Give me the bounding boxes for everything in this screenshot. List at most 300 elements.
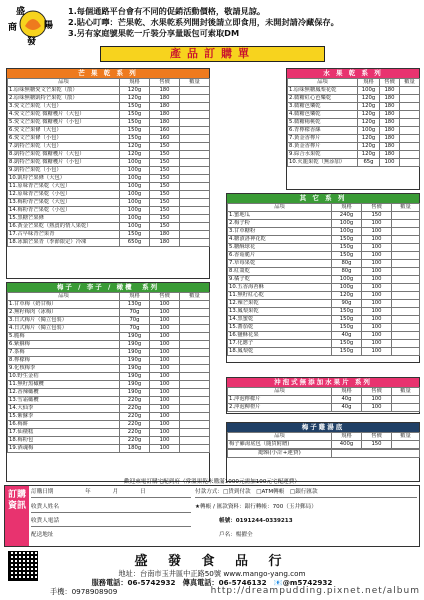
col-item: 品項 [8,293,120,301]
plum-title: 梅子 / 李子 / 橄欖 系列 [7,283,209,292]
cell-qty[interactable] [180,317,210,325]
other-section [226,193,420,363]
cell-name: 4.日式梅片（獨立包裝） [8,325,120,333]
cell-qty[interactable] [180,167,210,175]
table-row [228,324,420,332]
cell-spec: 65g [358,159,380,167]
table-row [228,236,420,244]
cell-qty[interactable] [392,348,420,356]
cell-price: 100 [362,404,392,412]
cell-qty[interactable] [392,404,420,412]
date-day: 日 [139,489,146,495]
cell-name: 9.橘子乾 [228,276,332,284]
cell-qty[interactable] [180,95,210,103]
table-row [288,135,420,143]
cell-spec: 40g [332,396,362,404]
table-row [228,260,420,268]
cell-price: 100 [362,340,392,348]
cell-qty[interactable] [392,228,420,236]
mango-logo-icon [6,4,60,48]
table-row [288,87,420,95]
table-row [8,397,210,405]
cell-name: 3.日式梅片（獨立包裝） [8,317,120,325]
cell-qty[interactable] [400,127,420,135]
cell-spec: 150g [332,348,362,356]
table-row [288,111,420,119]
cell-price: 100 [362,236,392,244]
cell-spec: 100g [332,220,362,228]
note-1: 1.每個通路平台會有不同的促銷活動價格，敬請見諒。 [68,6,266,16]
cell-qty[interactable] [180,143,210,151]
cell-name: 3.甘草糖粉 [228,228,332,236]
order-date-row[interactable] [31,488,191,498]
cell-price: 100 [150,445,180,453]
cell-qty[interactable] [392,396,420,404]
cell-qty[interactable] [392,292,420,300]
col-qty: 數量 [180,79,210,87]
cell-spec: 190g [120,381,150,389]
header [0,0,424,50]
cell-qty[interactable] [392,284,420,292]
table-row [8,357,210,365]
table-row [8,167,210,175]
table-row [8,405,210,413]
cell-qty[interactable] [180,215,210,223]
cell-spec: 100g [332,276,362,284]
gift-table [227,432,420,449]
cell-spec: 220g [120,429,150,437]
logo [6,4,60,48]
cell-name: 5.微糖楊桃乾 [288,119,358,127]
table-row [228,404,420,412]
cell-spec: 650g [120,239,150,247]
date-month: 月 [112,489,119,495]
cell-price: 150 [362,212,392,220]
cell-spec: 190g [120,341,150,349]
cell-name: 1.沖泡檸檬片 [228,396,332,404]
table-row [228,292,420,300]
cell-qty[interactable] [400,159,420,167]
cell-price: 100 [362,300,392,308]
cell-qty[interactable] [180,429,210,437]
table-row [228,252,420,260]
cell-name: 1.蜜地瓜 [228,212,332,220]
cell-qty[interactable] [180,103,210,111]
cell-qty[interactable] [180,175,210,183]
table-row [8,119,210,127]
cell-qty[interactable] [180,365,210,373]
table-row [8,239,210,247]
cell-qty[interactable] [180,397,210,405]
cell-name: 10.野生金桔 [8,373,120,381]
col-item: 品項 [228,388,332,396]
col-price: 售價 [150,79,180,87]
table-row [8,381,210,389]
col-price: 售價 [380,79,400,87]
table-row [228,268,420,276]
cell-price: 100 [362,292,392,300]
cell-spec: 120g [332,292,362,300]
cell-qty[interactable] [180,239,210,247]
col-qty: 數量 [400,79,420,87]
cell-name: 8.凱特芒果乾 微糖穫片（大包） [8,151,120,159]
cell-name: 8.紅棗乾 [228,268,332,276]
cell-price: 180 [380,143,400,151]
cell-qty[interactable] [400,111,420,119]
cell-qty[interactable] [392,441,420,449]
table-row [8,111,210,119]
cell-name: 17.古早味青芒果青 [8,231,120,239]
cell-qty[interactable] [180,301,210,309]
cell-price: 180 [380,127,400,135]
account-number: 帳號：0191244-0339213 [219,518,293,524]
payment-method[interactable]: 付款方式：□貨到付款 □ATM轉帳 □銀行匯款 [195,488,417,498]
cell-spec: 100g [358,127,380,135]
gift-section [226,422,420,482]
cell-spec: 190g [120,373,150,381]
table-row [228,212,420,220]
cell-spec: 100g [120,199,150,207]
cell-qty[interactable] [180,373,210,381]
cell-spec: 100g [120,223,150,231]
col-price: 售價 [362,388,392,396]
total-input[interactable] [332,450,420,458]
cell-qty[interactable] [180,381,210,389]
cell-qty[interactable] [392,316,420,324]
table-row [8,429,210,437]
cell-price: 180 [150,231,180,239]
cell-qty[interactable] [392,340,420,348]
cell-price: 150 [150,143,180,151]
cell-price: 100 [150,437,180,445]
cell-price: 100 [150,357,180,365]
cell-spec: 150g [332,236,362,244]
cell-spec: 90g [332,300,362,308]
cell-qty[interactable] [392,236,420,244]
cell-qty[interactable] [400,143,420,151]
col-spec: 規格 [332,388,362,396]
plum-table [7,292,210,453]
cell-spec: 190g [120,365,150,373]
table-row [8,333,210,341]
bank-info: ★轉帳 / 匯款資料：銀行轉帳：700（玉井郵局） [195,504,317,510]
cell-qty[interactable] [180,357,210,365]
mango-table [7,78,210,247]
other-table [227,203,420,356]
fruit-table [287,78,420,167]
cell-spec: 40g [332,404,362,412]
col-spec: 規格 [332,433,362,441]
cell-spec: 220g [120,405,150,413]
cell-qty[interactable] [400,135,420,143]
table-row [288,119,420,127]
cell-qty[interactable] [180,111,210,119]
cell-spec: 40g [332,332,362,340]
cell-qty[interactable] [180,325,210,333]
cell-qty[interactable] [180,119,210,127]
cell-price: 100 [362,396,392,404]
cell-spec: 120g [120,151,150,159]
cell-spec: 150g [332,244,362,252]
cell-price: 100 [150,421,180,429]
fruit-title: 水 果 乾 系 列 [287,69,419,78]
svg-text:陽: 陽 [44,21,54,31]
table-row [8,103,210,111]
cell-qty[interactable] [180,341,210,349]
col-item: 品項 [8,79,120,87]
table-row [8,95,210,103]
table-row [228,316,420,324]
cell-name: 6.香菇脆片 [228,252,332,260]
cell-qty[interactable] [400,151,420,159]
cell-name: 9.化核梅李 [8,365,120,373]
phone-field[interactable]: 收貨人電話 [31,515,191,527]
cell-price: 150 [150,183,180,191]
table-row [228,340,420,348]
recipient-field[interactable]: 收貨人姓名 [31,501,191,513]
col-spec: 規格 [120,293,150,301]
cell-price: 100 [150,413,180,421]
cell-name: 19.酒魂梅 [8,445,120,453]
cell-price: 180 [380,87,400,95]
cell-qty[interactable] [180,127,210,135]
cell-name: 1.原味無糖鳳梨花乾 [288,87,358,95]
col-price: 售價 [150,293,180,301]
cell-qty[interactable] [180,231,210,239]
table-row [288,159,420,167]
cell-qty[interactable] [392,300,420,308]
table-row [8,389,210,397]
cell-spec: 150g [120,119,150,127]
cell-qty[interactable] [180,437,210,445]
col-item: 品項 [228,433,332,441]
cell-name: 9.凱特芒果乾（小包） [8,167,120,175]
cell-qty[interactable] [180,199,210,207]
cell-name: 4.微糖芭樂乾 [288,111,358,119]
cell-spec: 120g [358,111,380,119]
cell-name: 18.鳳梨乾 [228,348,332,356]
cell-name: 2.原味無糖凱特芒果乾（散） [8,95,120,103]
cell-name: 15.黑糖芒果條 [8,215,120,223]
cell-qty[interactable] [392,308,420,316]
cell-spec: 120g [358,143,380,151]
total-label: 總額(小計+運費) [228,450,332,458]
col-price: 售價 [362,204,392,212]
table-row [288,127,420,135]
cell-qty[interactable] [400,103,420,111]
table-row [8,413,210,421]
cell-spec: 70g [120,325,150,333]
cell-qty[interactable] [392,244,420,252]
cell-name: 10.凱特芒果條（大包） [8,175,120,183]
cell-qty[interactable] [180,405,210,413]
cell-price: 180 [380,151,400,159]
cell-name: 1.甘草梅（奶甘梅） [8,301,120,309]
cell-spec: 150g [120,127,150,135]
table-row [228,276,420,284]
cell-spec: 100g [120,175,150,183]
cell-qty[interactable] [180,159,210,167]
table-row [8,87,210,95]
other-rows [228,212,420,356]
cell-spec: 100g [120,207,150,215]
cell-spec: 100g [120,215,150,223]
fruit-section [286,68,420,190]
cell-price: 180 [380,103,400,111]
table-row [8,317,210,325]
cell-name: 15.蕃茄乾 [228,324,332,332]
cell-price: 160 [150,127,180,135]
cell-qty[interactable] [392,332,420,340]
cell-spec: 100g [120,191,150,199]
cell-spec: 120g [358,95,380,103]
cell-price: 180 [380,95,400,103]
noadd-section [226,377,420,414]
cell-qty[interactable] [392,260,420,268]
cell-qty[interactable] [392,252,420,260]
cell-name: 9.綜合水果乾 [288,151,358,159]
cell-name: 2.沖泡柳橙片 [228,404,332,412]
cell-qty[interactable] [400,95,420,103]
shop-name: 盛 發 食 品 行 [134,554,290,569]
cell-name: 1.原味無糖愛文芒果乾（散） [8,87,120,95]
cell-price: 150 [150,191,180,199]
table-row [288,95,420,103]
cell-price: 100 [362,348,392,356]
order-title: 訂購資訊 [5,486,29,546]
cell-spec: 150g [332,340,362,348]
cell-name: 10.火龍果乾（無添加） [288,159,358,167]
table-row [8,421,210,429]
col-item: 品項 [288,79,358,87]
cell-price: 100 [362,268,392,276]
table-row [228,348,420,356]
shop-phones: 服務電話：06-5742932 傳真電話：06-5746132 📧@m5742932 [91,578,333,587]
cell-price: 150 [362,441,392,449]
cell-price: 160 [150,135,180,143]
address-field[interactable]: 配送地址 [31,532,54,538]
cell-spec: 120g [358,135,380,143]
cell-spec: 400g [332,441,362,449]
cell-spec: 150g [332,308,362,316]
cell-qty[interactable] [180,389,210,397]
cell-name: 7.草莓果乾 [228,260,332,268]
table-row [8,325,210,333]
cell-name: 13.鳳梨果乾 [228,308,332,316]
cell-price: 180 [150,103,180,111]
cell-name: 11.原味青芒果乾（大包） [8,183,120,191]
cell-qty[interactable] [400,87,420,95]
cell-qty[interactable] [180,87,210,95]
col-item: 品項 [228,204,332,212]
cell-spec: 100g [332,284,362,292]
table-row [8,215,210,223]
notes [68,6,418,39]
cell-price: 150 [150,175,180,183]
cell-qty[interactable] [180,445,210,453]
table-row [8,199,210,207]
cell-qty[interactable] [180,421,210,429]
cell-qty[interactable] [180,413,210,421]
cell-name: 18.冰鎮芒果青（季節限定）冷凍 [8,239,120,247]
table-row [8,183,210,191]
cell-spec: 180g [120,445,150,453]
cell-name: 8.檸檬梅 [8,357,120,365]
cell-price: 100 [150,341,180,349]
cell-name: 15.紫蘇李 [8,413,120,421]
table-row [228,284,420,292]
cell-spec: 220g [120,397,150,405]
table-row [228,220,420,228]
cell-qty[interactable] [180,309,210,317]
cell-qty[interactable] [180,207,210,215]
cell-price: 100 [362,220,392,228]
cell-name: 13.雪霜橄欖 [8,397,120,405]
cell-name: 7.黃金香檸片 [288,135,358,143]
cell-qty[interactable] [180,223,210,231]
cell-name: 18.梅粉包 [8,437,120,445]
table-row [8,309,210,317]
cell-qty[interactable] [180,333,210,341]
cell-spec: 120g [120,95,150,103]
table-row [8,191,210,199]
cell-qty[interactable] [400,119,420,127]
cell-qty[interactable] [392,220,420,228]
cell-name: 5.糖酥球花 [228,244,332,252]
cell-price: 150 [150,167,180,175]
cell-spec: 120g [120,143,150,151]
cell-qty[interactable] [392,324,420,332]
cell-name: 5.愛文芒果乾 微糖穫片（小包） [8,119,120,127]
col-price: 售價 [362,433,392,441]
cell-name: 7.凱特芒果乾（大包） [8,143,120,151]
cell-name: 17.化應子 [228,340,332,348]
cell-qty[interactable] [180,183,210,191]
noadd-table [227,387,420,412]
cell-qty[interactable] [392,276,420,284]
table-row [8,135,210,143]
cell-name: 11.無籽黑橄欖 [8,381,120,389]
cell-spec: 150g [120,135,150,143]
cell-name: 2.梅子粉 [228,220,332,228]
table-row [8,349,210,357]
cell-price: 100 [150,301,180,309]
table-row [8,223,210,231]
col-spec: 規格 [358,79,380,87]
cell-qty[interactable] [180,349,210,357]
cell-qty[interactable] [180,135,210,143]
cell-name: 6.紫蘇梅 [8,341,120,349]
shop-mobile: 手機：0978908909 [50,587,118,596]
cell-spec: 100g [358,87,380,95]
cell-name: 6.青檸檬香絲 [288,127,358,135]
cell-name: 8.凱特芒果乾 微糖穫片（小包） [8,159,120,167]
cell-price: 100 [150,373,180,381]
col-spec: 規格 [332,204,362,212]
cell-spec: 130g [120,301,150,309]
cell-name: 11.無籽紅心乾 [228,292,332,300]
cell-price: 100 [362,308,392,316]
col-qty: 數量 [392,433,420,441]
cell-qty[interactable] [180,151,210,159]
cell-qty[interactable] [180,191,210,199]
cell-qty[interactable] [392,212,420,220]
cell-price: 100 [150,397,180,405]
cell-price: 150 [150,207,180,215]
cell-spec: 120g [358,119,380,127]
cell-qty[interactable] [392,268,420,276]
cell-spec: 120g [358,103,380,111]
